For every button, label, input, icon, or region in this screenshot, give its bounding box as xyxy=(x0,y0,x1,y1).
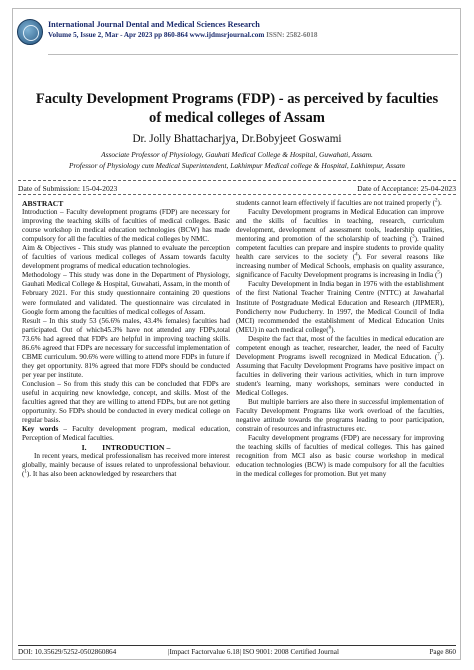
right-paragraph-1: students cannot learn effectively if faculties are not trained properly ($^2$). xyxy=(236,198,442,207)
page-footer xyxy=(18,645,456,656)
abstract-aim: Aim & Objectives - This study was planned to evaluate the perception of faculties of various medical colleges of Assam towards faculty development programs of medical education technologies. xyxy=(22,244,230,271)
introduction-paragraph: In recent years, medical professionalism has received more interest globally, mainly because of issues related to unprofessional behaviour. ($^1$). It has also been acknowledged by researchers that xyxy=(22,452,230,479)
article-affiliations xyxy=(30,149,444,171)
right-paragraph-2: Faculty Development programs in Medical Education can improve and the skills of faculties in teaching, research, curriculum development, development of assessment tools, leadership qualities, mentoring and promotion of the scholarship of teaching ($^3$). Trained competent faculties can prepare and inspire students to provide quality health care services to the society ($^4$). For several reasons like increasing number of Medical Schools, emphasis on quality assurance, significance of Faculty Development programs is increasing in India ($^5$) xyxy=(236,208,444,280)
submission-date: Date of Submission: 15-04-2023 xyxy=(18,184,118,193)
footer-doi[interactable]: DOI: 10.35629/5252-0502860864 xyxy=(18,648,117,656)
keywords-label: Key words xyxy=(22,425,59,434)
abstract-conclusion: Conclusion – So from this study this can be concluded that FDPs are useful in acquiring new knowledge, concept, and skills. Most of the faculties agreed that they are willing to attend FDPs, but are not getting opportunity. So FDPs should be conducted in every medical college on regular basis. xyxy=(22,379,230,425)
keywords-text: – Faculty development program, medical education, Perception of Medical faculties. xyxy=(22,425,230,443)
journal-website[interactable]: www.ijdmsrjournal.com xyxy=(189,31,265,39)
right-paragraph-6: Faculty development programs (FDP) are necessary for improving the teaching skills of faculties of medical colleges. This has gained recognition from MCI also as basic course workshop in medical education technologies (BCW) is made compulsory for all the faculties in the medical colleges for promotion. But yet many xyxy=(236,434,444,479)
right-paragraph-3: Faculty Development in India began in 1976 with the establishment of the first National Teacher Training Centre (NTTC) at Jawaharlal Institute of Postgraduate Medical Education and Research (JIPMER), Pondicherry now Puducherry. In 1997, the Medical Council of India (MCI) recommended the establishment of Medical Education Units (MEU) in each medical college($^6$). xyxy=(236,280,444,334)
journal-title: International Journal Dental and Medical Sciences Research xyxy=(48,20,260,29)
abstract-heading: ABSTRACT xyxy=(22,199,64,208)
abstract-methodology: Methodology – This study was done in the Department of Physiology, Gauhati Medical College & Hospital, Guwahati, Assam, in the month of February 2021. For this study questionnaire containing 20 questions were formulated and validated. The questionnaire was circulated in Google form among the faculties of medical colleges of Assam. xyxy=(22,271,230,316)
acceptance-date: Date of Acceptance: 25-04-2023 xyxy=(357,184,456,193)
article-title: Faculty Development Programs (FDP) - as perceived by faculties of medical colleges of Assam xyxy=(35,91,439,126)
right-paragraph-4: Despite the fact that, most of the faculties in medical education are competent enough as teacher, researcher, leader, the need of Faculty Development Programs iswell recognized in Medical Education. ($^7$). Assuming that Faculty Development Programs have positive impact on faculties in delivering their various activities, which in turn improve student's learning, many workshops, seminars were conducted in Medical Colleges. xyxy=(236,334,444,397)
affiliation-1: Associate Professor of Physiology, Gauhati Medical College & Hospital, Guwahati, Assam. xyxy=(101,150,373,159)
article-authors: Dr. Jolly Bhattacharjya, Dr.Bobyjeet Goswami xyxy=(132,133,342,145)
journal-header xyxy=(48,20,458,55)
journal-logo-icon xyxy=(17,19,43,45)
abstract-result: Result – In this study 53 (56.6% males, 43.4% females) faculties had participated. Out of which45.3% have not attended any FDPs,total 73.6% had agreed that FDPs are helpful in improving teaching skills. 86.6% agreed that FDPs are necessary for successful implementation of CBME curriculum. 90.6% were willing to attend more FDPs in future if they get opportunity. 81% agreed that more FDPs should be conducted per year per institute. xyxy=(22,316,230,379)
journal-issue: Volume 5, Issue 2, Mar - Apr 2023 pp 860-864 xyxy=(48,31,188,39)
affiliation-2: Professor of Physiology cum Medical Superintendent, Lakhimpur Medical college & Hospital, Lakhimpur, Assam xyxy=(68,161,406,170)
right-paragraph-5: But multiple barriers are also there in successful implementation of Faculty Development Programs like work overload of the faculties, negative attitude towards the programs leading to poor participation, constrain of resources and infrastructures etc. xyxy=(236,398,444,434)
footer-page-number: Page 860 xyxy=(429,648,456,656)
right-column xyxy=(236,199,444,479)
abstract-keywords xyxy=(22,425,230,443)
divider-top xyxy=(18,180,456,181)
journal-issn: ISSN: 2582-6018 xyxy=(266,31,318,39)
abstract-introduction: Introduction – Faculty development programs (FDP) are necessary for improving the teaching skills of faculties of medical colleges. Basic course workshop in medical education technologies (BCW) has made compulsory for all the faculties of the medical colleges by NMC. xyxy=(22,208,230,244)
divider-bottom xyxy=(18,194,456,195)
footer-impact: |Impact Factorvalue 6.18| ISO 9001: 2008 Certified Journal xyxy=(168,648,339,656)
section-heading-introduction: I. INTRODUCTION – xyxy=(81,443,171,453)
journal-issue-line xyxy=(48,31,317,39)
left-column xyxy=(22,199,230,479)
